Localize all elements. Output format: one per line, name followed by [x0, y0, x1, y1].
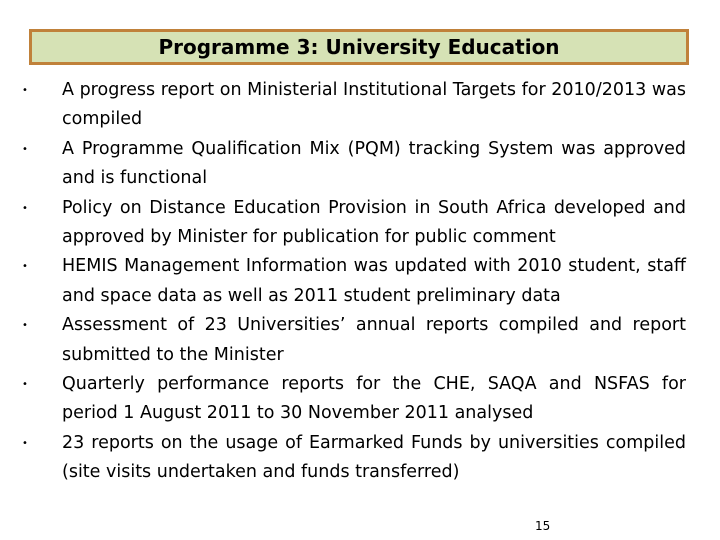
bullet-text: HEMIS Management Information was updated with 2010 student, staff and space data as well as 2011 student preliminary data — [62, 256, 686, 306]
bullet-icon: • — [22, 143, 28, 155]
bullet-text: A progress report on Ministerial Institutional Targets for 2010/2013 was compiled — [62, 80, 686, 130]
bullet-icon: • — [22, 379, 28, 391]
bullet-list — [22, 76, 686, 488]
bullet-icon: • — [22, 261, 28, 273]
bullet-icon: • — [22, 202, 28, 214]
bullet-text: A Programme Qualification Mix (PQM) tracking System was approved and is functional — [62, 138, 686, 189]
list-item — [22, 194, 686, 253]
bullet-text: 23 reports on the usage of Earmarked Funds by universities compiled (site visits undertaken and funds transferred) — [62, 432, 686, 483]
list-item — [22, 370, 686, 429]
bullet-text: Quarterly performance reports for the CHE, SAQA and NSFAS for period 1 August 2011 to 30 November 2011 analysed — [62, 374, 686, 424]
bullet-icon: • — [22, 437, 28, 449]
list-item — [22, 76, 686, 135]
bullet-text: Policy on Distance Education Provision in South Africa developed and approved by Minister for publication for public comment — [62, 197, 686, 248]
bullet-icon: • — [22, 320, 28, 332]
slide-title-banner — [29, 29, 689, 65]
list-item — [22, 311, 686, 370]
bullet-icon: • — [22, 85, 28, 96]
list-item — [22, 135, 686, 194]
bullet-text: Assessment of 23 Universities’ annual reports compiled and report submitted to the Minister — [62, 315, 686, 365]
list-item — [22, 429, 686, 488]
slide-title: Programme 3: University Education — [158, 35, 560, 59]
page-number: 15 — [535, 519, 551, 533]
list-item — [22, 252, 686, 311]
